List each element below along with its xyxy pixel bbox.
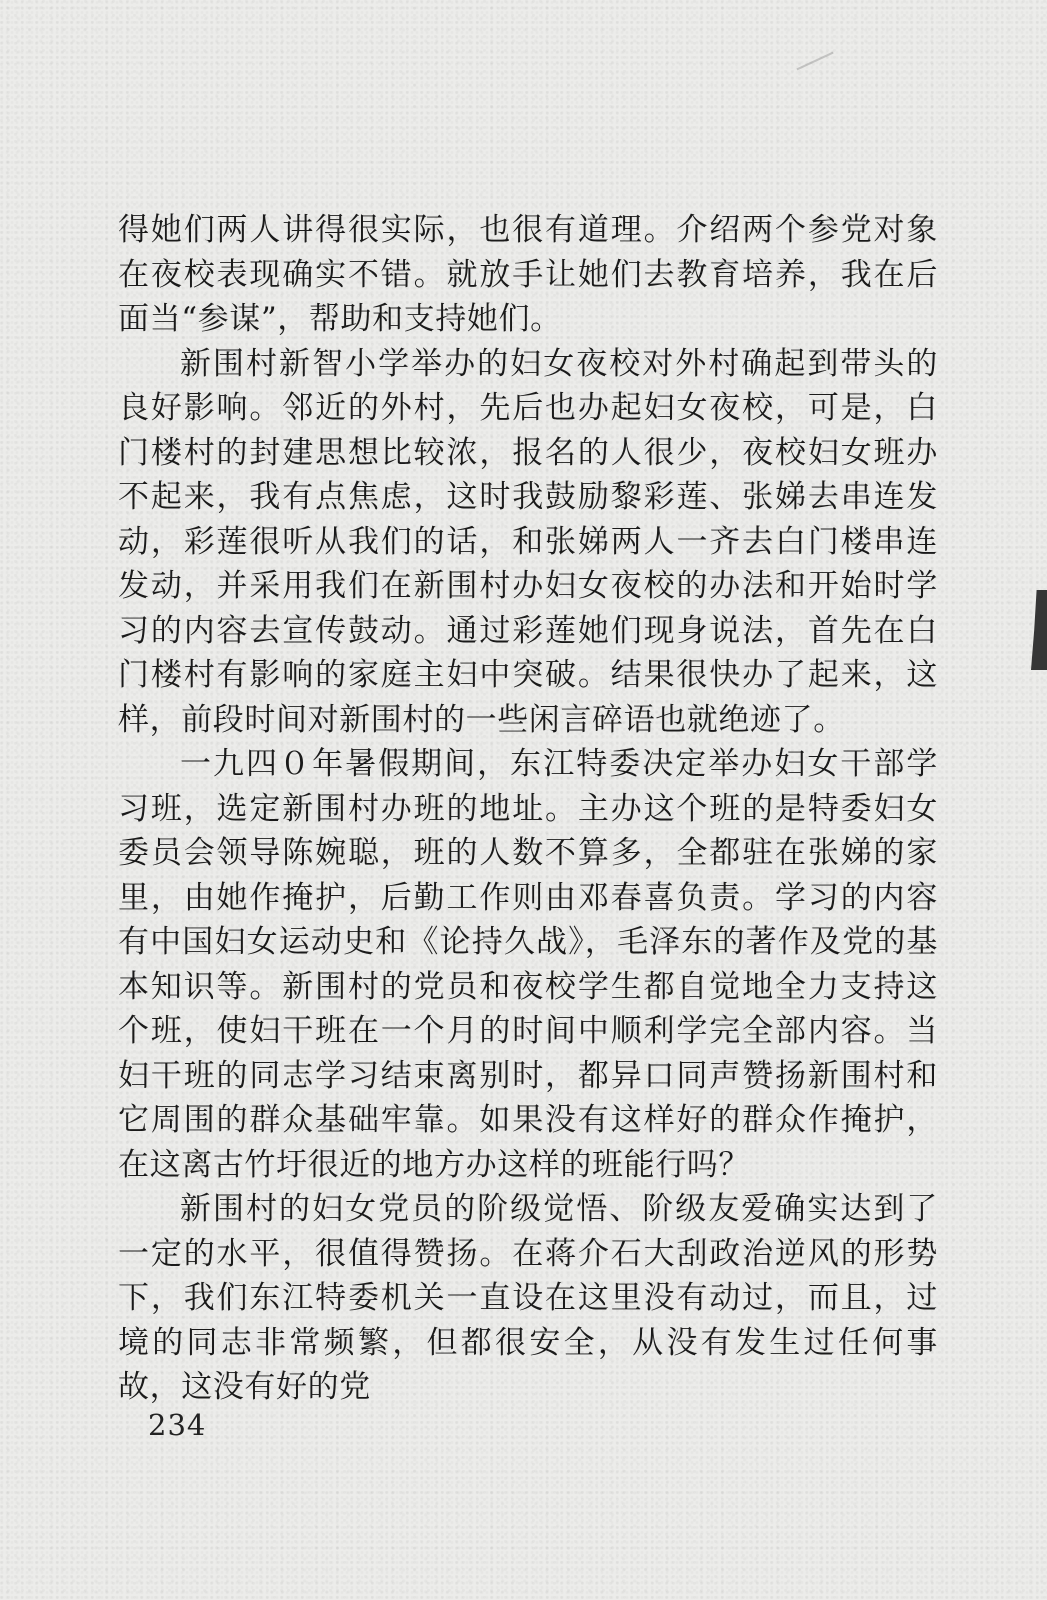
paragraph-party-members: 新围村的妇女党员的阶级觉悟、阶级友爱确实达到了一定的水平，很值得赞扬。在蒋介石大刮政治逆风的形势下，我们东江特委机关一直设在这里没有动过，而且，过境的同志非常频繁，但都很安全，从没有发生过任何事故，这没有好的党: [118, 1191, 938, 1405]
page-edge-mark: [1031, 590, 1047, 670]
paragraph-continuation: 得她们两人讲得很实际，也很有道理。介绍两个参党对象在夜校表现确实不错。就放手让她们去教育培养，我在后面当“参谋”，帮助和支持她们。: [118, 212, 938, 337]
scan-scratch-mark: [796, 52, 833, 71]
paragraph-women-night-school: 新围村新智小学举办的妇女夜校对外村确起到带头的良好影响。邻近的外村，先后也办起妇女夜校，可是，白门楼村的封建思想比较浓，报名的人很少，夜校妇女班办不起来，我有点焦虑，这时我鼓励黎彩莲、张娣去串连发动，彩莲很听从我们的话，和张娣两人一齐去白门楼串连发动，并采用我们在新围村办妇女夜校的办法和开始时学习的内容去宣传鼓动。通过彩莲她们现身说法，首先在白门楼村有影响的家庭主妇中突破。结果很快办了起来，这样，前段时间对新围村的一些闲言碎语也就绝迹了。: [118, 345, 938, 738]
page-number: 234: [148, 1408, 207, 1442]
paragraph-cadre-training: 一九四０年暑假期间，东江特委决定举办妇女干部学习班，选定新围村办班的地址。主办这个班的是特委妇女委员会领导陈婉聪，班的人数不算多，全都驻在张娣的家里，由她作掩护，后勤工作则由邓春喜负责。学习的内容有中国妇女运动史和《论持久战》，毛泽东的著作及党的基本知识等。新围村的党员和夜校学生都自觉地全力支持这个班，使妇干班在一个月的时间中顺利学完全部内容。当妇干班的同志学习结束离别时，都异口同声赞扬新围村和它周围的群众基础牢靠。如果没有这样好的群众作掩护，在这离古竹圩很近的地方办这样的班能行吗？: [118, 746, 938, 1183]
body-text: [118, 208, 938, 1410]
